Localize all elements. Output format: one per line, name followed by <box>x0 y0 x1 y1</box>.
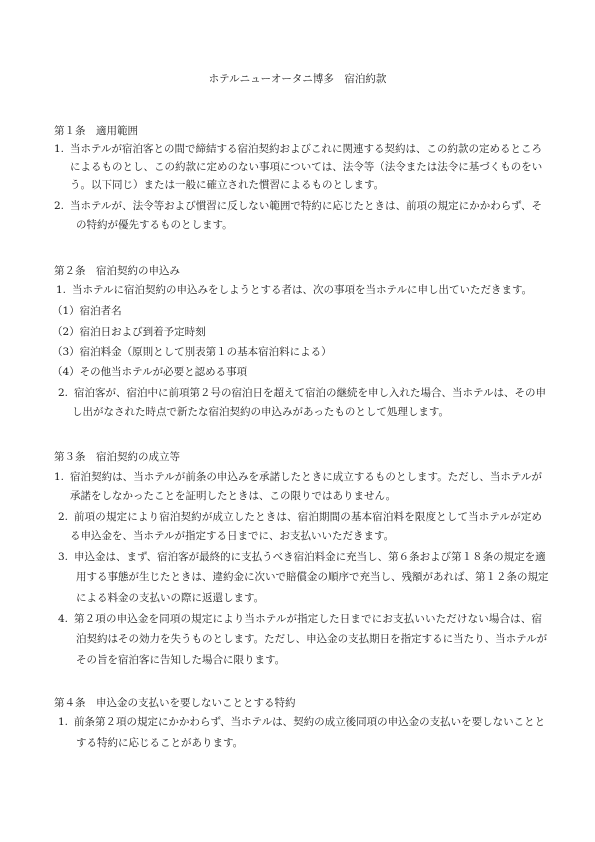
article-1-heading: 第１条 適用範囲 <box>54 125 138 137</box>
article-1-clause-2-line-1: 当ホテルが、法令等および慣習に反しない範囲で特約に応じたときは、前項の規定にかかわらず、そ <box>70 200 542 212</box>
article-3-clause-4-number: 4. <box>58 613 69 625</box>
article-4-heading: 第４条 申込金の支払いを要しないこととする特約 <box>54 697 296 709</box>
article-3-clause-3-line-2: 用する事態が生じたときは、違約金に次いで賠償金の順序で充当し、残額があれば、第１２条の規定 <box>76 571 549 583</box>
article-2-clause-2-line-2: し出がなされた時点で新たな宿泊契約の申込みがあったものとして処理します。 <box>72 406 450 418</box>
article-2-clause-2-line-1: 宿泊客が、宿泊中に前項第２号の宿泊日を超えて宿泊の継続を申し入れた場合、当ホテルは、その申 <box>74 387 546 399</box>
article-2-clause-2-number: 2. <box>58 387 69 399</box>
article-3-clause-1-number: 1. <box>54 471 65 483</box>
article-2-clause-1-line-1: 当ホテルに宿泊契約の申込みをしようとする者は、次の事項を当ホテルに申し出ていただきます。 <box>72 284 533 296</box>
article-3-clause-2-line-1: 前項の規定により宿泊契約が成立したときは、宿泊期間の基本宿泊料を限度として当ホテルが定め <box>74 511 542 523</box>
article-4-clause-1-number: 1. <box>58 716 69 728</box>
article-1-clause-1-number: 1. <box>54 143 65 155</box>
article-3-clause-1-line-2: 承諾をしなかったことを証明したときは、この限りではありません。 <box>70 490 397 502</box>
article-1-clause-1-line-3: う。以下同じ）または一般に確立された慣習によるものとします。 <box>70 179 385 191</box>
article-2-item-2: （2）宿泊日および到着予定時刻 <box>52 326 206 338</box>
article-4-clause-1-line-2: する特約に応じることがあります。 <box>76 737 244 749</box>
article-3-clause-4-line-1: 第２項の申込金を同項の規定により当ホテルが指定した日までにお支払いいただけない場合は、宿 <box>74 613 542 625</box>
article-3-heading: 第３条 宿泊契約の成立等 <box>54 451 180 463</box>
article-2-item-1: （1）宿泊者名 <box>52 305 122 317</box>
article-3-clause-1-line-1: 宿泊契約は、当ホテルが前条の申込みを承諾したときに成立するものとします。ただし、当ホテルが <box>70 471 542 483</box>
article-1-clause-1-line-1: 当ホテルが宿泊客との間で締結する宿泊契約およびこれに関連する契約は、この約款の定めるところ <box>70 143 542 155</box>
article-1-clause-1-line-2: によるものとし、この約款に定めのない事項については、法令等（法令または法令に基づくものをい <box>70 161 543 173</box>
article-2-clause-1-number: 1. <box>56 284 67 296</box>
article-2-item-4: （4）その他当ホテルが必要と認める事項 <box>52 366 248 378</box>
article-2-heading: 第２条 宿泊契約の申込み <box>54 265 180 277</box>
article-3-clause-3-line-1: 申込金は、まず、宿泊客が最終的に支払うべき宿泊料金に充当し、第６条および第１８条の規定を適 <box>74 551 546 563</box>
article-3-clause-3-number: 3. <box>58 551 69 563</box>
article-3-clause-2-line-2: る申込金を、当ホテルが指定する日までに、お支払いいただきます。 <box>70 530 395 542</box>
article-3-clause-4-line-2: 泊契約はその効力を失うものとします。ただし、申込金の支払期日を指定するに当たり、当ホテルが <box>76 633 548 645</box>
article-4-clause-1-line-1: 前条第２項の規定にかかわらず、当ホテルは、契約の成立後同項の申込金の支払いを要しないことと <box>74 716 546 728</box>
article-1-clause-2-number: 2. <box>54 200 65 212</box>
article-3-clause-3-line-3: による料金の支払いの際に返還します。 <box>76 592 265 604</box>
document-title: ホテルニューオータニ博多 宿泊約款 <box>208 73 387 85</box>
article-3-clause-4-line-3: その旨を宿泊客に告知した場合に限ります。 <box>76 654 286 666</box>
article-3-clause-2-number: 2. <box>58 511 69 523</box>
article-1-clause-2-line-2: の特約が優先するものとします。 <box>76 219 233 231</box>
article-2-item-3: （3）宿泊料金（原則として別表第１の基本宿泊料による） <box>52 346 332 358</box>
